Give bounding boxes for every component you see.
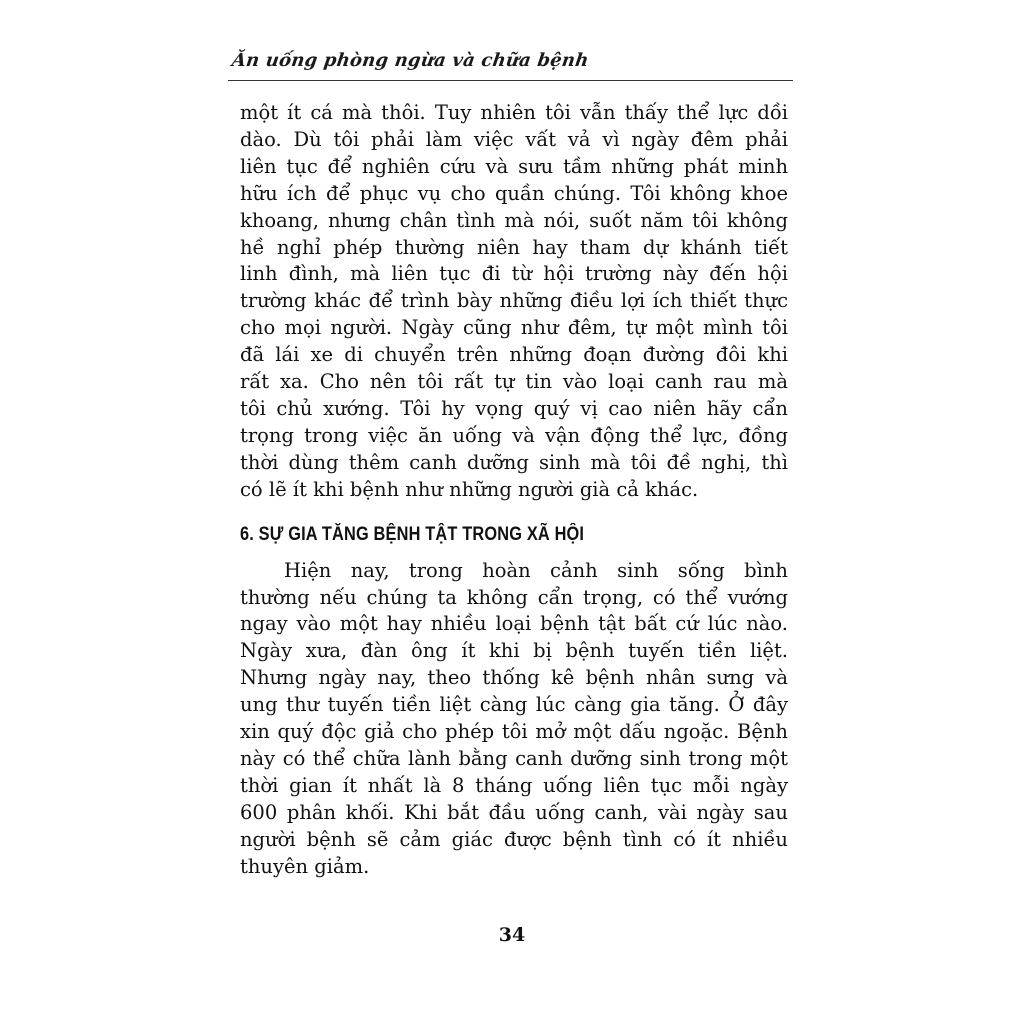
text-line: thường nếu chúng ta không cẩn trọng, có thể vướng [240, 585, 788, 609]
text-line: thời gian ít nhất là 8 tháng uống liên tục mỗi ngày [240, 773, 788, 797]
text-line: này có thể chữa lành bằng canh dưỡng sinh trong một [240, 746, 788, 770]
text-line: trọng trong việc ăn uống và vận động thể lực, đồng [240, 423, 788, 447]
text-line: hề nghỉ phép thường niên hay tham dự khánh tiết [240, 235, 788, 259]
section-heading: 6. SỰ GIA TĂNG BỆNH TẬT TRONG XÃ HỘI [240, 523, 585, 545]
paragraph-1 [240, 100, 788, 504]
text-line: Hiện nay, trong hoàn cảnh sinh sống bình [284, 558, 788, 582]
text-line: ung thư tuyến tiền liệt càng lúc càng gia tăng. Ở đây [240, 693, 788, 717]
text-line: trường khác để trình bày những điều lợi ích thiết thực [240, 289, 788, 313]
text-line: ngay vào một hay nhiều loại bệnh tật bất cứ lúc nào. [240, 612, 788, 636]
text-line: 600 phân khối. Khi bắt đầu uống canh, vài ngày sau [240, 800, 788, 824]
text-line: tôi chủ xướng. Tôi hy vọng quý vị cao niên hãy cẩn [240, 396, 788, 420]
text-line: thời dùng thêm canh dưỡng sinh mà tôi đề nghị, thì [240, 450, 788, 474]
text-line: một ít cá mà thôi. Tuy nhiên tôi vẫn thấy thể lực dồi [240, 101, 788, 124]
text-line: rất xa. Cho nên tôi rất tự tin vào loại canh rau mà [240, 370, 788, 394]
text-line: khoang, nhưng chân tình mà nói, suốt năm tôi không [240, 208, 788, 232]
text-line: cho mọi người. Ngày cũng như đêm, tự một mình tôi [240, 316, 788, 340]
paragraph-2 [240, 558, 788, 881]
text-line: người bệnh sẽ cảm giác được bệnh tình có ít nhiều [240, 827, 788, 851]
header-rule [228, 80, 793, 81]
text-line: Nhưng ngày nay, theo thống kê bệnh nhân sưng và [240, 666, 788, 690]
text-line: liên tục để nghiên cứu và sưu tầm những phát minh [240, 154, 788, 178]
text-line: xin quý độc giả cho phép tôi mở một dấu ngoặc. Bệnh [240, 720, 788, 744]
text-line: có lẽ ít khi bệnh như những người già cả khác. [240, 477, 699, 501]
page-body [240, 100, 788, 880]
text-line: linh đình, mà liên tục đi từ hội trường này đến hội [240, 262, 788, 286]
text-line: đã lái xe di chuyển trên những đoạn đường đôi khi [240, 343, 788, 367]
page-number: 34 [498, 924, 526, 946]
text-line: dào. Dù tôi phải làm việc vất vả vì ngày đêm phải [240, 127, 788, 151]
text-line: hữu ích để phục vụ cho quần chúng. Tôi không khoe [240, 181, 788, 205]
running-head: Ăn uống phòng ngừa và chữa bệnh [230, 50, 591, 71]
text-line: Ngày xưa, đàn ông ít khi bị bệnh tuyến tiền liệt. [240, 639, 788, 663]
text-line: thuyên giảm. [240, 854, 370, 878]
